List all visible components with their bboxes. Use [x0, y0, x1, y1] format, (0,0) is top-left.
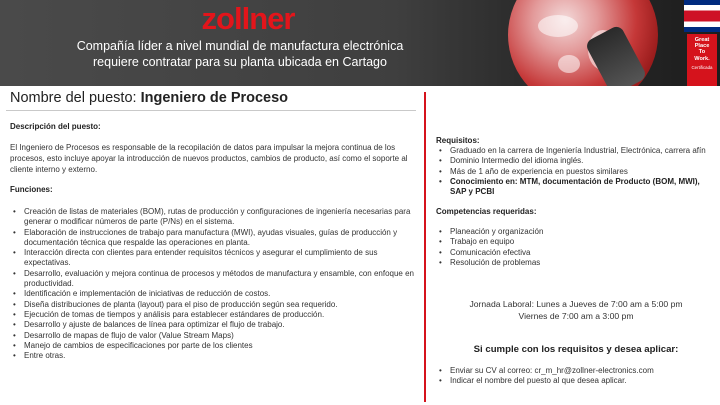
work-schedule — [436, 298, 716, 322]
competencies-list — [436, 227, 718, 268]
column-divider — [424, 92, 426, 402]
list-item: • Desarrollo de mapas de flujo de valor (Value Stream Maps) — [10, 331, 416, 341]
badge-line-1: Great — [694, 37, 710, 43]
badge-line-2: Place — [694, 43, 710, 50]
apply-heading: Si cumple con los requisitos y desea aplicar: — [473, 344, 679, 355]
list-item: • Desarrollo y ajuste de balances de línea para optimizar el flujo de trabajo. — [10, 320, 416, 330]
company-logo: zollner — [201, 1, 295, 36]
header-banner — [0, 0, 720, 86]
list-item: • Resolución de problemas — [436, 258, 718, 268]
badge-line-3: To — [698, 49, 706, 56]
list-item: • Indicar el nombre del puesto al que desea aplicar. — [436, 376, 718, 386]
position-name: Ingeniero de Proceso — [140, 90, 289, 106]
list-item: • Comunicación efectiva — [436, 248, 718, 258]
apply-list — [436, 366, 718, 387]
list-item: • Trabajo en equipo — [436, 237, 718, 247]
list-item: • Creación de listas de materiales (BOM), rutas de producción y configuraciones de ingeniería necesarias para generar o modificar números de parte (P/Ns) en el sistema. — [10, 207, 416, 228]
list-item: • Identificación e implementación de iniciativas de reducción de costos. — [10, 289, 416, 299]
list-item: • Más de 1 año de experiencia en puestos similares — [436, 167, 718, 177]
list-item: • Planeación y organización — [436, 227, 718, 237]
schedule-line-2: Viernes de 7:00 am a 3:00 pm — [518, 311, 634, 321]
schedule-line-1: Jornada Laboral: Lunes a Jueves de 7:00 am a 5:00 pm — [469, 299, 683, 309]
requirements-heading: Requisitos: — [436, 136, 480, 145]
position-label: Nombre del puesto: — [10, 90, 137, 106]
requirements-list — [436, 146, 718, 197]
list-item: • Graduado en la carrera de Ingeniería Industrial, Electrónica, carrera afín — [436, 146, 718, 156]
list-item: • Dominio Intermedio del idioma inglés. — [436, 156, 718, 166]
list-item: • Elaboración de instrucciones de trabajo para manufactura (MWI), ayudas visuales, guías de producción y documentación técnica que respalde las operaciones en planta. — [10, 228, 416, 249]
great-place-to-work-badge — [687, 34, 717, 86]
competencies-heading: Competencias requeridas: — [436, 207, 537, 216]
functions-list — [10, 207, 416, 361]
title-divider — [6, 110, 416, 111]
list-item: • Entre otras. — [10, 351, 416, 361]
description-text: El Ingeniero de Procesos es responsable de la recopilación de datos para impulsar la mejora continua de los procesos, esto incluye apoyar la introducción de nuevos productos, cambios de producto, así como el soporte al cliente interno y externo. — [10, 143, 408, 174]
banner-tagline — [40, 38, 440, 70]
list-item: • Diseña distribuciones de planta (layout) para el piso de producción según sea requerido. — [10, 300, 416, 310]
list-item: • Desarrollo, evaluación y mejora continua de procesos y métodos de manufactura y ensamble, con enfoque en productividad. — [10, 269, 416, 290]
functions-heading: Funciones: — [10, 185, 53, 194]
badge-line-4: Work. — [694, 55, 710, 62]
list-item: • Interacción directa con clientes para entender requisitos técnicos y asegurar el cumplimiento de sus expectativas. — [10, 248, 416, 269]
list-item: • Enviar su CV al correo: cr_m_hr@zollner-electronics.com — [436, 366, 718, 376]
tagline-line-1: Compañía líder a nivel mundial de manufactura electrónica — [76, 39, 404, 53]
tagline-line-2: requiere contratar para su planta ubicada en Cartago — [93, 55, 387, 69]
costa-rica-flag-icon — [684, 0, 720, 32]
list-item: • Ejecución de tomas de tiempos y análisis para establecer estándares de producción. — [10, 310, 416, 320]
badge-certified: Certificada — [691, 64, 713, 70]
description-heading: Descripción del puesto: — [10, 122, 101, 131]
list-item: • Manejo de cambios de especificaciones por parte de los clientes — [10, 341, 416, 351]
list-item: • Conocimiento en: MTM, documentación de Producto (BOM, MWI), SAP y PCBI — [436, 177, 718, 198]
position-title — [10, 90, 288, 106]
